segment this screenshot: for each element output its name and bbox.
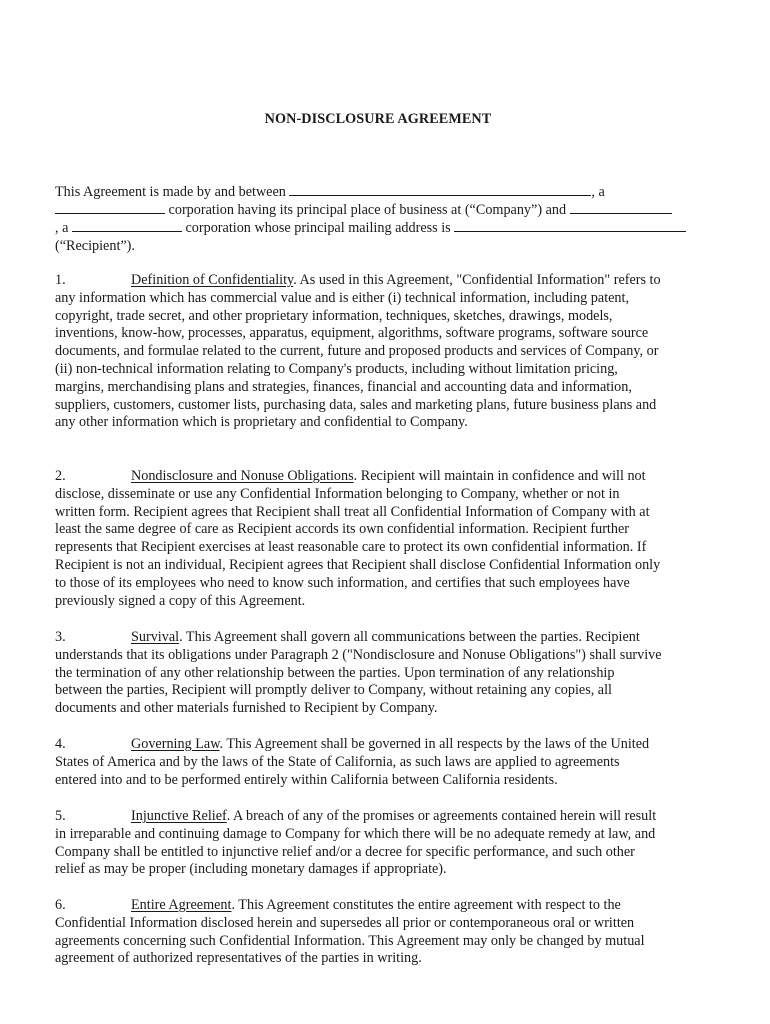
- party-one-name-blank[interactable]: [289, 183, 591, 196]
- clause-heading: Governing Law: [131, 736, 220, 752]
- clause-6: [55, 897, 705, 968]
- clause-text: (ii) non-technical information relating to Company's products, including without limitation pricing,: [55, 360, 618, 377]
- clause-number: 2.: [55, 468, 66, 484]
- parties-line-3-start: , a: [55, 220, 72, 236]
- clause-text: represents that Recipient exercises at least reasonable care to protect its own confidential information. If: [55, 539, 647, 556]
- clause-text: suppliers, customers, customer lists, purchasing data, sales and marketing plans, future business plans and: [55, 396, 657, 413]
- clause-5: [55, 808, 705, 879]
- clause-text: relief as may be proper (including monetary damages if appropriate).: [55, 861, 447, 878]
- clause-heading: Injunctive Relief: [131, 808, 227, 824]
- party-one-state-blank[interactable]: [55, 201, 165, 214]
- parties-line-3: [55, 219, 686, 237]
- clause-text: Company shall be entitled to injunctive relief and/or a decree for specific performance, and such other: [55, 843, 635, 860]
- clause-text: between the parties, Recipient will promptly deliver to Company, without retaining any copies, all: [55, 682, 612, 699]
- parties-line-2: [55, 201, 672, 219]
- clause-text: States of America and by the laws of the State of California, as such laws are applied to agreements: [55, 753, 620, 770]
- clause-number: 1.: [55, 272, 66, 288]
- clause-text: . This Agreement constitutes the entire agreement with respect to the: [231, 897, 621, 913]
- clause-text: written form. Recipient agrees that Recipient shall treat all Confidential Information of Company with at: [55, 503, 650, 520]
- clause-number: 3.: [55, 629, 66, 645]
- clause-heading: Survival: [131, 629, 180, 645]
- clause-number: 4.: [55, 736, 66, 752]
- clause-heading: Entire Agreement: [131, 897, 232, 913]
- clause-text: documents, and formulae related to the current, future and proposed products and services of Company, or: [55, 343, 659, 360]
- clause-text: copyright, trade secret, and other proprietary information, techniques, sketches, drawings, models,: [55, 307, 613, 324]
- clause-text: to those of its employees who need to know such information, and certifies that such employees have: [55, 574, 630, 591]
- clause-text: agreement of authorized representatives of the parties in writing.: [55, 950, 422, 967]
- clause-heading: Nondisclosure and Nonuse Obligations: [131, 468, 354, 484]
- clause-text: least the same degree of care as Recipient accords its own confidential information. Recipient further: [55, 521, 629, 538]
- clause-text: any other information which is proprietary and confidential to Company.: [55, 414, 468, 431]
- clause-text: Confidential Information disclosed herein and supersedes all prior or contemporaneous oral or written: [55, 914, 635, 931]
- clause-text: Recipient is not an individual, Recipient agrees that Recipient shall disclose Confidential Information only: [55, 556, 661, 573]
- clause-4: [55, 736, 705, 789]
- clause-text: . As used in this Agreement, "Confidential Information" refers to: [293, 272, 661, 288]
- clause-text: inventions, know-how, processes, apparatus, equipment, algorithms, software programs, software source: [55, 325, 649, 342]
- parties-line-2-text: corporation having its principal place of business at (“Company”) and: [165, 202, 570, 218]
- clause-text: . This Agreement shall govern all communications between the parties. Recipient: [179, 629, 640, 645]
- party-two-address-blank[interactable]: [454, 219, 686, 232]
- parties-line-1: [55, 183, 605, 201]
- clause-text: . A breach of any of the promises or agreements contained herein will result: [226, 808, 657, 824]
- clause-text: . This Agreement shall be governed in all respects by the laws of the United: [219, 736, 650, 752]
- clause-text: in irreparable and continuing damage to Company for which there will be no adequate remedy at law, and: [55, 825, 656, 842]
- clause-1: [55, 272, 705, 432]
- clause-text: margins, merchandising plans and strategies, finances, financial and accounting data and information,: [55, 378, 632, 395]
- document-title: NON-DISCLOSURE AGREEMENT: [264, 111, 492, 127]
- clause-text: entered into and to be performed entirely within California between California residents.: [55, 771, 558, 788]
- clause-number: 6.: [55, 897, 66, 913]
- parties-intro-text: This Agreement is made by and between: [55, 184, 290, 200]
- parties-line-3-text: corporation whose principal mailing address is: [181, 220, 455, 236]
- clause-text: disclose, disseminate or use any Confidential Information belonging to Company, whether or not in: [55, 485, 620, 502]
- clause-number: 5.: [55, 808, 66, 824]
- clause-text: the termination of any other relationship between the parties. Upon termination of any relationship: [55, 664, 615, 681]
- clause-text: . Recipient will maintain in confidence and will not: [353, 468, 646, 484]
- clause-3: [55, 629, 705, 718]
- clause-2: [55, 468, 705, 610]
- parties-line-4: (“Recipient”).: [55, 238, 135, 254]
- clause-text: agreements concerning such Confidential Information. This Agreement may only be changed by mutual: [55, 932, 645, 949]
- party-two-name-blank[interactable]: [570, 201, 672, 214]
- parties-line-1-end: , a: [591, 184, 605, 200]
- clause-heading: Definition of Confidentiality: [131, 272, 294, 288]
- clause-text: previously signed a copy of this Agreement.: [55, 592, 306, 609]
- clause-text: any information which has commercial value and is either (i) technical information, including patent,: [55, 289, 630, 306]
- clause-text: understands that its obligations under Paragraph 2 ("Nondisclosure and Nonuse Obligations") shall survive: [55, 646, 662, 663]
- party-two-state-blank[interactable]: [72, 219, 182, 232]
- clause-text: documents and other materials furnished to Recipient by Company.: [55, 700, 438, 717]
